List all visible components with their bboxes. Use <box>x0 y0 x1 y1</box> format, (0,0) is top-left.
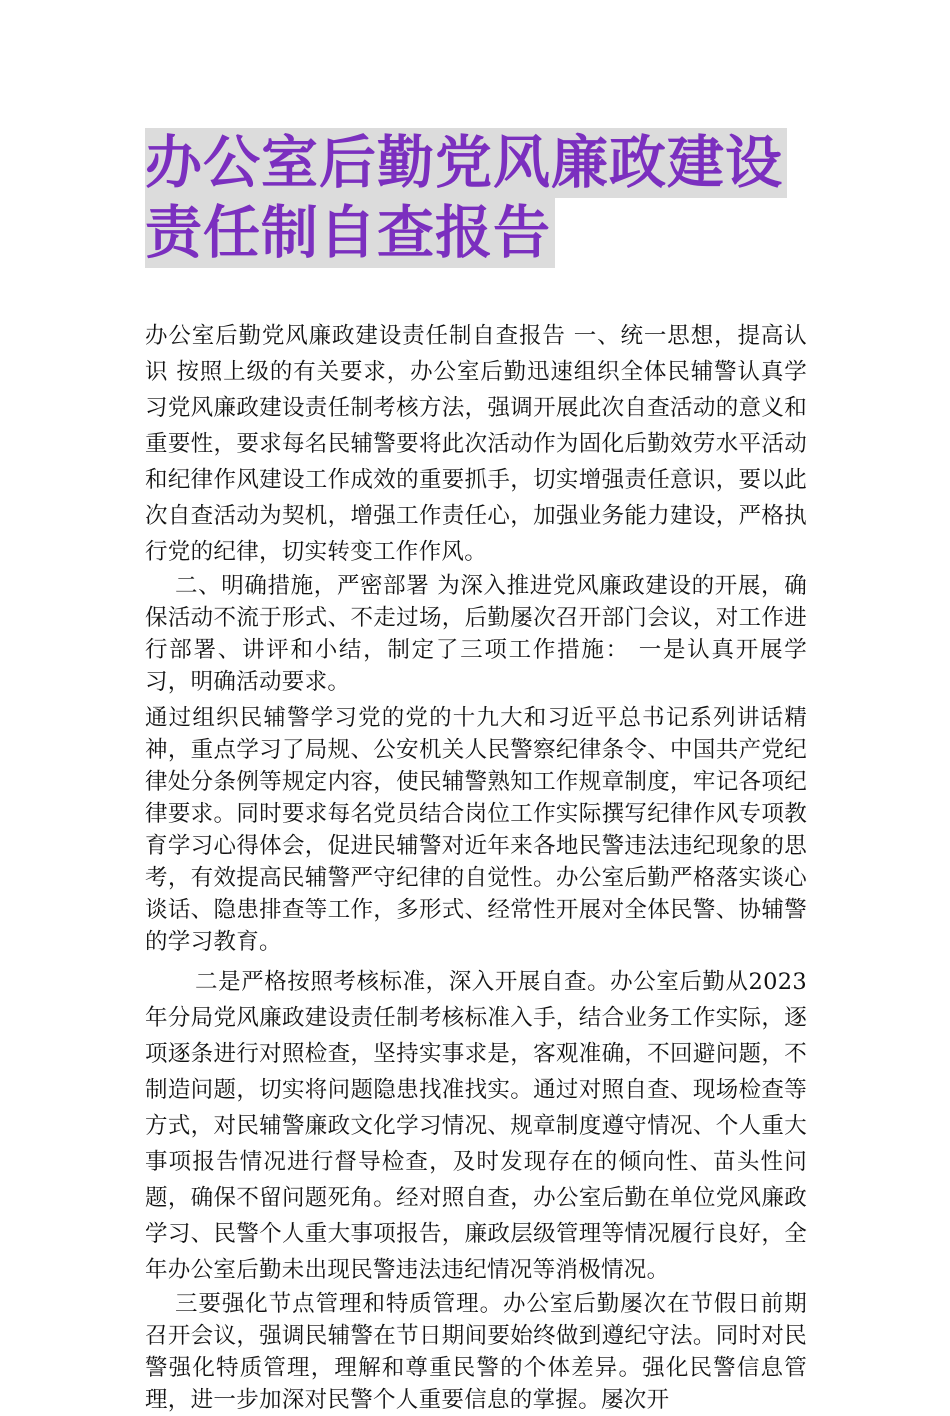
paragraph-1: 办公室后勤党风廉政建设责任制自查报告 一、统一思想，提高认识 按照上级的有关要求，办公室后勤迅速组织全体民辅警认真学习党风廉政建设责任制考核方法，强调开展此次自查活动的意义和重要性，要求每名民辅警要将此次活动作为固化后勤效劳水平活动和纪律作风建设工作成效的重要抓手，切实增强责任意识，要以此次自查活动为契机，增强工作责任心，加强业务能力建设，严格执行党的纪律，切实转变工作作风。 <box>145 323 807 565</box>
paragraph-5: 三要强化节点管理和特质管理。办公室后勤屡次在节假日前期召开会议，强调民辅警在节日期间要始终做到遵纪守法。同时对民警强化特质管理，理解和尊重民警的个体差异。强化民警信息管理，进一步加深对民警个人重要信息的掌握。屡次开 <box>145 1291 807 1413</box>
document-body <box>145 318 807 1416</box>
paragraph-2: 二、明确措施，严密部署 为深入推进党风廉政建设的开展，确保活动不流于形式、不走过场，后勤屡次召开部门会议，对工作进行部署、讲评和小结，制定了三项工作措施： 一是认真开展学习，明确活动要求。 <box>145 573 807 695</box>
paragraph-4: 二是严格按照考核标准，深入开展自查。办公室后勤从2023年分局党风廉政建设责任制考核标准入手，结合业务工作实际，逐项逐条进行对照检查，坚持实事求是，客观准确，不回避问题，不制造问题，切实将问题隐患找准找实。通过对照自查、现场检查等方式，对民辅警廉政文化学习情况、规章制度遵守情况、个人重大事项报告情况进行督导检查，及时发现存在的倾向性、苗头性问题，确保不留问题死角。经对照自查，办公室后勤在单位党风廉政学习、民警个人重大事项报告，廉政层级管理等情况履行良好，全年办公室后勤未出现民警违法违纪情况等消极情况。 <box>145 969 807 1283</box>
document-title <box>145 128 825 268</box>
title-line-1: 办公室后勤党风廉政建设 <box>145 128 787 198</box>
paragraph-3: 通过组织民辅警学习党的党的十九大和习近平总书记系列讲话精神，重点学习了局规、公安机关人民警察纪律条令、中国共产党纪律处分条例等规定内容，使民辅警熟知工作规章制度，牢记各项纪律要求。同时要求每名党员结合岗位工作实际撰写纪律作风专项教育学习心得体会，促进民辅警对近年来各地民警违法违纪现象的思考，有效提高民辅警严守纪律的自觉性。办公室后勤严格落实谈心谈话、隐患排查等工作，多形式、经常性开展对全体民警、协辅警的学习教育。 <box>145 705 807 955</box>
title-line-2: 责任制自查报告 <box>145 198 555 268</box>
